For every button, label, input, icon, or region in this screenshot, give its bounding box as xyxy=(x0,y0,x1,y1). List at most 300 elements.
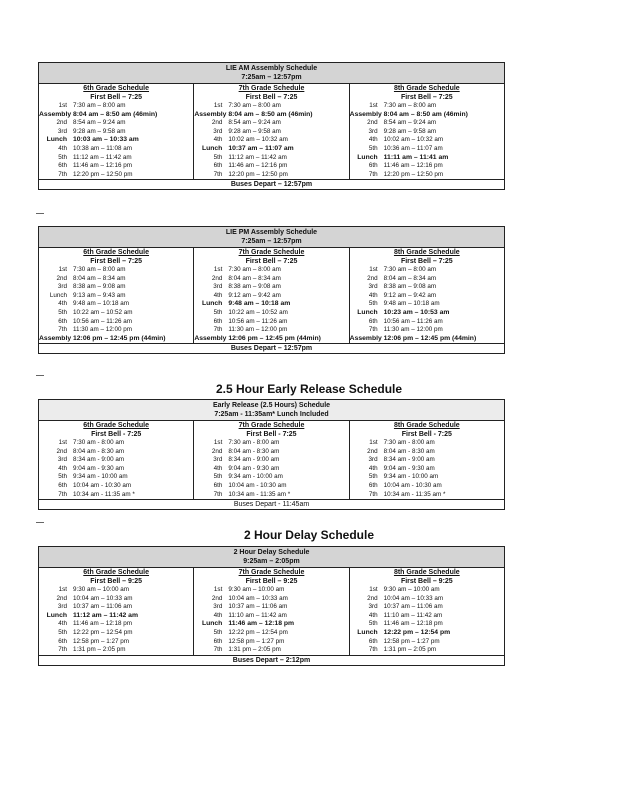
grade-title: 8th Grade Schedule xyxy=(393,249,460,256)
period-time: 1:31 pm – 2:05 pm xyxy=(73,646,126,654)
period-label: 2nd xyxy=(56,594,67,602)
period-row xyxy=(194,603,348,612)
period-time: 9:04 am - 9:30 am xyxy=(228,464,280,472)
period-time: 8:54 am – 9:24 am xyxy=(383,119,437,127)
grade-columns xyxy=(39,248,504,343)
period-label: 3rd xyxy=(368,283,378,291)
period-label: 7th xyxy=(58,490,67,498)
divider xyxy=(36,375,44,376)
grade-column xyxy=(39,568,194,655)
period-time: 10:37 am – 11:07 am xyxy=(228,144,294,152)
grade-column xyxy=(194,248,349,343)
grade-column xyxy=(194,421,349,499)
period-time: 8:04 am – 8:50 am (46min) xyxy=(73,110,158,118)
period-row xyxy=(350,482,504,491)
first-bell: First Bell – 9:25 xyxy=(400,578,453,585)
period-label: 5th xyxy=(213,473,223,481)
period-row xyxy=(350,275,504,284)
period-time: 8:04 am - 8:30 am xyxy=(383,447,435,455)
period-row xyxy=(350,612,504,621)
period-time: 8:34 am - 9:00 am xyxy=(73,456,125,464)
period-time: 7:30 am – 8:00 am xyxy=(228,266,281,273)
grade-column xyxy=(350,421,504,499)
period-label: 2nd xyxy=(367,274,378,282)
period-label: 7th xyxy=(58,326,67,334)
period-time: 11:12 am – 11:42 am xyxy=(73,153,132,161)
grade-column xyxy=(350,568,504,655)
period-row xyxy=(194,595,348,604)
period-label: 7th xyxy=(213,646,223,654)
period-row xyxy=(350,283,504,292)
first-bell: First Bell – 7:25 xyxy=(90,94,143,101)
pm-assembly-schedule xyxy=(38,226,505,354)
period-row xyxy=(350,318,504,327)
period-row xyxy=(194,465,348,474)
schedule-header xyxy=(39,400,504,421)
grade-column xyxy=(194,84,349,179)
period-time: 11:46 am – 12:16 pm xyxy=(228,162,288,170)
period-label: 5th xyxy=(58,308,67,316)
period-row xyxy=(39,603,193,612)
period-row xyxy=(350,145,504,154)
period-label: 4th xyxy=(213,464,223,472)
period-row xyxy=(350,266,504,275)
period-label: 1st xyxy=(213,266,223,273)
period-time: 1:31 pm – 2:05 pm xyxy=(383,646,437,654)
period-label: 6th xyxy=(213,317,223,325)
grade-title: 7th Grade Schedule xyxy=(238,422,305,429)
period-row xyxy=(350,326,504,335)
period-label: Assembly xyxy=(39,110,72,118)
period-label: 1st xyxy=(58,266,67,273)
period-time: 8:04 am – 8:34 am xyxy=(228,274,281,282)
period-time: 11:11 am – 11:41 am xyxy=(383,153,449,161)
period-time: 9:04 am - 9:30 am xyxy=(73,464,125,472)
period-time: 12:58 pm – 1:27 pm xyxy=(73,637,130,645)
period-time: 9:34 am - 10:00 am xyxy=(73,473,128,481)
period-row xyxy=(194,154,348,163)
period-time: 11:12 am – 11:42 am xyxy=(228,153,287,161)
period-row xyxy=(39,491,193,500)
period-row xyxy=(194,171,348,180)
period-label: 5th xyxy=(58,473,67,481)
period-time: 11:12 am – 11:42 am xyxy=(73,611,138,619)
period-row xyxy=(39,595,193,604)
schedule-header xyxy=(39,547,504,568)
period-label: Assembly xyxy=(349,334,382,342)
period-time: 10:02 am – 10:32 am xyxy=(383,136,444,144)
period-row xyxy=(194,629,348,638)
period-label: 4th xyxy=(368,464,378,472)
period-row xyxy=(194,335,348,344)
period-row xyxy=(194,136,348,145)
period-label: 5th xyxy=(58,153,67,161)
period-row xyxy=(350,309,504,318)
period-row xyxy=(194,491,348,500)
period-time: 9:12 am – 9:42 am xyxy=(228,291,281,299)
period-label: 7th xyxy=(368,170,378,178)
grade-column xyxy=(39,84,194,179)
period-row xyxy=(39,638,193,647)
divider xyxy=(36,213,44,214)
period-row xyxy=(39,119,193,128)
period-label: 4th xyxy=(368,291,378,299)
period-row xyxy=(350,171,504,180)
period-row xyxy=(39,646,193,655)
grade-columns xyxy=(39,568,504,655)
grade-column xyxy=(350,84,504,179)
period-time: 10:22 am – 10:52 am xyxy=(73,308,133,316)
period-time: 11:46 am – 12:18 pm xyxy=(228,620,295,628)
schedule-header xyxy=(39,227,504,248)
period-label: Lunch xyxy=(201,144,223,152)
period-time: 10:04 am - 10:30 am xyxy=(383,481,442,489)
period-row xyxy=(194,612,348,621)
first-bell: First Bell – 9:25 xyxy=(90,578,143,585)
delay-heading: 2 Hour Delay Schedule xyxy=(243,528,375,542)
period-row xyxy=(194,102,348,111)
period-time: 9:30 am – 10:00 am xyxy=(383,586,440,593)
period-time: 12:58 pm – 1:27 pm xyxy=(383,637,440,645)
period-row xyxy=(350,465,504,474)
period-row xyxy=(194,119,348,128)
period-label: 5th xyxy=(368,144,378,152)
period-time: 10:02 am – 10:32 am xyxy=(228,136,288,144)
period-time: 10:56 am – 11:26 am xyxy=(383,317,443,325)
period-label: 1st xyxy=(58,102,67,109)
period-row xyxy=(39,629,193,638)
period-row xyxy=(350,439,504,448)
period-label: 7th xyxy=(58,646,67,654)
grade-title: 6th Grade Schedule xyxy=(83,85,150,92)
period-label: 3rd xyxy=(213,127,223,135)
period-time: 7:30 am - 8:00 am xyxy=(383,439,435,446)
period-time: 8:38 am – 9:08 am xyxy=(228,283,281,291)
period-time: 9:48 am – 10:18 am xyxy=(73,300,130,308)
buses-depart: Buses Depart - 11:45am xyxy=(39,499,504,509)
period-time: 11:46 am – 12:16 pm xyxy=(73,162,133,170)
period-time: 7:30 am – 8:00 am xyxy=(73,266,126,273)
period-label: Lunch xyxy=(357,308,378,316)
period-time: 9:48 am – 10:18 am xyxy=(383,300,440,308)
grade-title: 7th Grade Schedule xyxy=(238,85,305,92)
period-label: 2nd xyxy=(211,594,223,602)
period-row xyxy=(194,439,348,448)
early-release-schedule xyxy=(38,399,505,510)
period-label: 4th xyxy=(368,136,378,144)
period-row xyxy=(194,473,348,482)
period-time: 10:04 am – 10:33 am xyxy=(228,594,288,602)
am-assembly-schedule xyxy=(38,62,505,190)
early-release-heading: 2.5 Hour Early Release Schedule xyxy=(215,382,403,396)
first-bell: First Bell - 7:25 xyxy=(246,431,297,438)
period-label: 3rd xyxy=(368,127,378,135)
period-row xyxy=(39,283,193,292)
period-time: 12:20 pm – 12:50 pm xyxy=(228,170,288,178)
period-label: 6th xyxy=(368,162,378,170)
period-time: 11:30 am – 12:00 pm xyxy=(228,326,288,334)
period-row xyxy=(194,586,348,595)
period-row xyxy=(39,275,193,284)
period-label: Lunch xyxy=(201,300,223,308)
period-time: 10:34 am - 11:35 am * xyxy=(73,490,135,498)
first-bell: First Bell – 9:25 xyxy=(245,578,298,585)
period-label: 3rd xyxy=(57,456,67,464)
period-row xyxy=(39,465,193,474)
period-time: 9:13 am – 9:43 am xyxy=(73,291,126,299)
period-time: 10:37 am – 11:06 am xyxy=(73,603,133,611)
period-row xyxy=(194,326,348,335)
period-label: 3rd xyxy=(213,283,223,291)
period-time: 7:30 am – 8:00 am xyxy=(73,102,126,109)
period-label: 6th xyxy=(213,637,223,645)
period-row xyxy=(39,620,193,629)
period-time: 7:30 am – 8:00 am xyxy=(383,102,437,109)
first-bell: First Bell – 7:25 xyxy=(400,258,453,265)
period-time: 10:04 am - 10:30 am xyxy=(228,481,287,489)
period-row xyxy=(350,620,504,629)
schedule-title: Early Release (2.5 Hours) Schedule xyxy=(212,402,331,409)
period-label: 4th xyxy=(58,144,67,152)
period-time: 10:38 am – 11:08 am xyxy=(73,144,133,152)
period-row xyxy=(39,318,193,327)
period-row xyxy=(39,586,193,595)
period-time: 1:31 pm – 2:05 pm xyxy=(228,646,281,654)
grade-column xyxy=(39,248,194,343)
period-row xyxy=(194,448,348,457)
period-time: 9:30 am – 10:00 am xyxy=(73,586,130,593)
period-row xyxy=(194,638,348,647)
period-label: Assembly xyxy=(349,110,382,118)
grade-title: 8th Grade Schedule xyxy=(393,422,460,429)
grade-column xyxy=(194,568,349,655)
period-label: 1st xyxy=(213,102,223,109)
period-label: 5th xyxy=(213,308,223,316)
period-time: 8:54 am – 9:24 am xyxy=(228,119,281,127)
period-row xyxy=(350,335,504,344)
period-row xyxy=(39,136,193,145)
period-time: 8:04 am – 8:50 am (46min) xyxy=(383,110,468,118)
period-time: 7:30 am - 8:00 am xyxy=(228,439,280,446)
period-label: Lunch xyxy=(357,153,378,161)
first-bell: First Bell – 7:25 xyxy=(245,258,298,265)
period-label: 2nd xyxy=(367,119,378,127)
period-row xyxy=(194,318,348,327)
period-row xyxy=(350,162,504,171)
period-label: 7th xyxy=(368,326,378,334)
period-time: 12:06 pm – 12:45 pm (44min) xyxy=(73,334,166,342)
period-row xyxy=(194,620,348,629)
period-label: 4th xyxy=(58,620,67,628)
schedule-subtitle: 7:25am - 11:35am* Lunch Included xyxy=(214,411,329,418)
period-time: 10:22 am – 10:52 am xyxy=(228,308,288,316)
period-row xyxy=(350,111,504,120)
period-label: 4th xyxy=(58,300,67,308)
period-row xyxy=(39,456,193,465)
period-time: 10:04 am – 10:33 am xyxy=(383,594,444,602)
period-time: 8:04 am – 8:50 am (46min) xyxy=(228,110,313,118)
period-time: 10:34 am - 11:35 am * xyxy=(228,490,291,498)
grade-title: 7th Grade Schedule xyxy=(238,249,305,256)
first-bell: First Bell – 7:25 xyxy=(90,258,143,265)
period-time: 8:34 am - 9:00 am xyxy=(228,456,280,464)
first-bell: First Bell - 7:25 xyxy=(91,431,142,438)
period-time: 11:10 am – 11:42 am xyxy=(228,611,287,619)
period-time: 9:48 am – 10:18 am xyxy=(228,300,291,308)
period-time: 12:22 pm – 12:54 pm xyxy=(383,628,451,636)
period-label: 5th xyxy=(213,153,223,161)
period-row xyxy=(39,326,193,335)
period-label: 2nd xyxy=(56,447,67,455)
period-row xyxy=(39,128,193,137)
period-label: 3rd xyxy=(57,127,67,135)
period-label: 2nd xyxy=(367,594,378,602)
period-row xyxy=(350,300,504,309)
period-label: Lunch xyxy=(201,620,223,628)
period-row xyxy=(194,111,348,120)
period-time: 8:38 am – 9:08 am xyxy=(73,283,126,291)
grade-title: 8th Grade Schedule xyxy=(393,85,460,92)
period-label: 2nd xyxy=(211,274,223,282)
grade-columns xyxy=(39,421,504,499)
period-time: 10:36 am – 11:07 am xyxy=(383,144,443,152)
period-label: 7th xyxy=(213,490,223,498)
period-time: 8:04 am - 8:30 am xyxy=(73,447,125,455)
period-time: 11:10 am – 11:42 am xyxy=(383,611,443,619)
period-time: 9:04 am - 9:30 am xyxy=(383,464,435,472)
period-label: 7th xyxy=(213,170,223,178)
period-label: 4th xyxy=(213,136,223,144)
first-bell: First Bell – 7:25 xyxy=(245,94,298,101)
period-label: Lunch xyxy=(46,611,67,619)
period-label: 5th xyxy=(368,473,378,481)
grade-title: 8th Grade Schedule xyxy=(393,569,460,576)
period-row xyxy=(39,612,193,621)
period-time: 11:46 am – 12:18 pm xyxy=(383,620,443,628)
grade-title: 7th Grade Schedule xyxy=(238,569,305,576)
period-label: Assembly xyxy=(194,110,227,118)
period-row xyxy=(39,473,193,482)
period-time: 7:30 am – 8:00 am xyxy=(383,266,437,273)
period-label: Lunch xyxy=(357,628,378,636)
period-label: 1st xyxy=(369,102,378,109)
period-label: 6th xyxy=(368,637,378,645)
period-row xyxy=(194,275,348,284)
period-row xyxy=(39,145,193,154)
period-row xyxy=(39,266,193,275)
period-label: 6th xyxy=(368,481,378,489)
period-row xyxy=(39,162,193,171)
period-label: 6th xyxy=(368,317,378,325)
period-label: 1st xyxy=(369,586,378,593)
period-label: 3rd xyxy=(57,603,67,611)
period-label: 7th xyxy=(213,326,223,334)
grade-title: 6th Grade Schedule xyxy=(83,249,150,256)
period-time: 12:58 pm – 1:27 pm xyxy=(228,637,285,645)
period-time: 10:56 am – 11:26 am xyxy=(73,317,133,325)
buses-depart: Buses Depart – 12:57pm xyxy=(39,343,504,353)
period-time: 10:34 am - 11:35 am * xyxy=(383,490,446,498)
period-row xyxy=(350,629,504,638)
period-label: Assembly xyxy=(194,334,227,342)
period-time: 10:04 am – 10:33 am xyxy=(73,594,133,602)
period-label: 1st xyxy=(213,586,223,593)
period-label: 7th xyxy=(58,170,67,178)
period-row xyxy=(39,154,193,163)
period-row xyxy=(350,586,504,595)
period-row xyxy=(194,309,348,318)
period-row xyxy=(194,128,348,137)
period-label: 4th xyxy=(368,611,378,619)
period-row xyxy=(194,162,348,171)
schedule-title: LIE AM Assembly Schedule xyxy=(225,65,318,72)
period-label: 3rd xyxy=(57,283,67,291)
first-bell: First Bell - 7:25 xyxy=(401,431,452,438)
grade-column xyxy=(350,248,504,343)
period-label: 3rd xyxy=(368,603,378,611)
period-row xyxy=(350,128,504,137)
period-label: 4th xyxy=(58,464,67,472)
period-row xyxy=(194,456,348,465)
period-row xyxy=(194,482,348,491)
period-label: 1st xyxy=(58,586,67,593)
period-label: 3rd xyxy=(213,603,223,611)
two-hour-delay-schedule xyxy=(38,546,505,666)
period-row xyxy=(194,646,348,655)
period-label: 6th xyxy=(58,637,67,645)
period-time: 12:22 pm – 12:54 pm xyxy=(228,628,288,636)
period-time: 7:30 am – 8:00 am xyxy=(228,102,281,109)
period-label: 5th xyxy=(58,628,67,636)
period-time: 12:06 pm – 12:45 pm (44min) xyxy=(228,334,321,342)
period-row xyxy=(350,119,504,128)
period-row xyxy=(350,292,504,301)
period-label: 7th xyxy=(368,646,378,654)
buses-depart: Buses Depart – 2:12pm xyxy=(39,655,504,665)
period-label: 2nd xyxy=(367,447,378,455)
period-time: 12:20 pm – 12:50 pm xyxy=(73,170,133,178)
period-label: 5th xyxy=(213,628,223,636)
period-time: 9:28 am – 9:58 am xyxy=(73,127,126,135)
period-time: 10:37 am – 11:06 am xyxy=(228,603,288,611)
period-label: 7th xyxy=(368,490,378,498)
period-label: 6th xyxy=(58,162,67,170)
grade-title: 6th Grade Schedule xyxy=(83,422,150,429)
grade-columns xyxy=(39,84,504,179)
divider xyxy=(36,522,44,523)
period-time: 11:46 am – 12:18 pm xyxy=(73,620,133,628)
period-label: Lunch xyxy=(49,291,67,299)
period-row xyxy=(39,292,193,301)
period-label: 4th xyxy=(213,611,223,619)
period-row xyxy=(39,439,193,448)
period-label: Lunch xyxy=(46,136,67,144)
period-time: 10:56 am – 11:26 am xyxy=(228,317,288,325)
schedule-subtitle: 7:25am – 12:57pm xyxy=(241,238,302,245)
period-label: 1st xyxy=(58,439,67,446)
period-label: 4th xyxy=(213,291,223,299)
grade-title: 6th Grade Schedule xyxy=(83,569,150,576)
period-row xyxy=(39,309,193,318)
period-row xyxy=(350,603,504,612)
period-row xyxy=(350,638,504,647)
schedule-subtitle: 7:25am – 12:57pm xyxy=(241,74,302,81)
period-label: Assembly xyxy=(39,334,72,342)
period-label: 1st xyxy=(369,439,378,446)
period-time: 9:30 am – 10:00 am xyxy=(228,586,285,593)
period-time: 8:04 am – 8:34 am xyxy=(73,274,126,282)
period-label: 2nd xyxy=(211,447,223,455)
